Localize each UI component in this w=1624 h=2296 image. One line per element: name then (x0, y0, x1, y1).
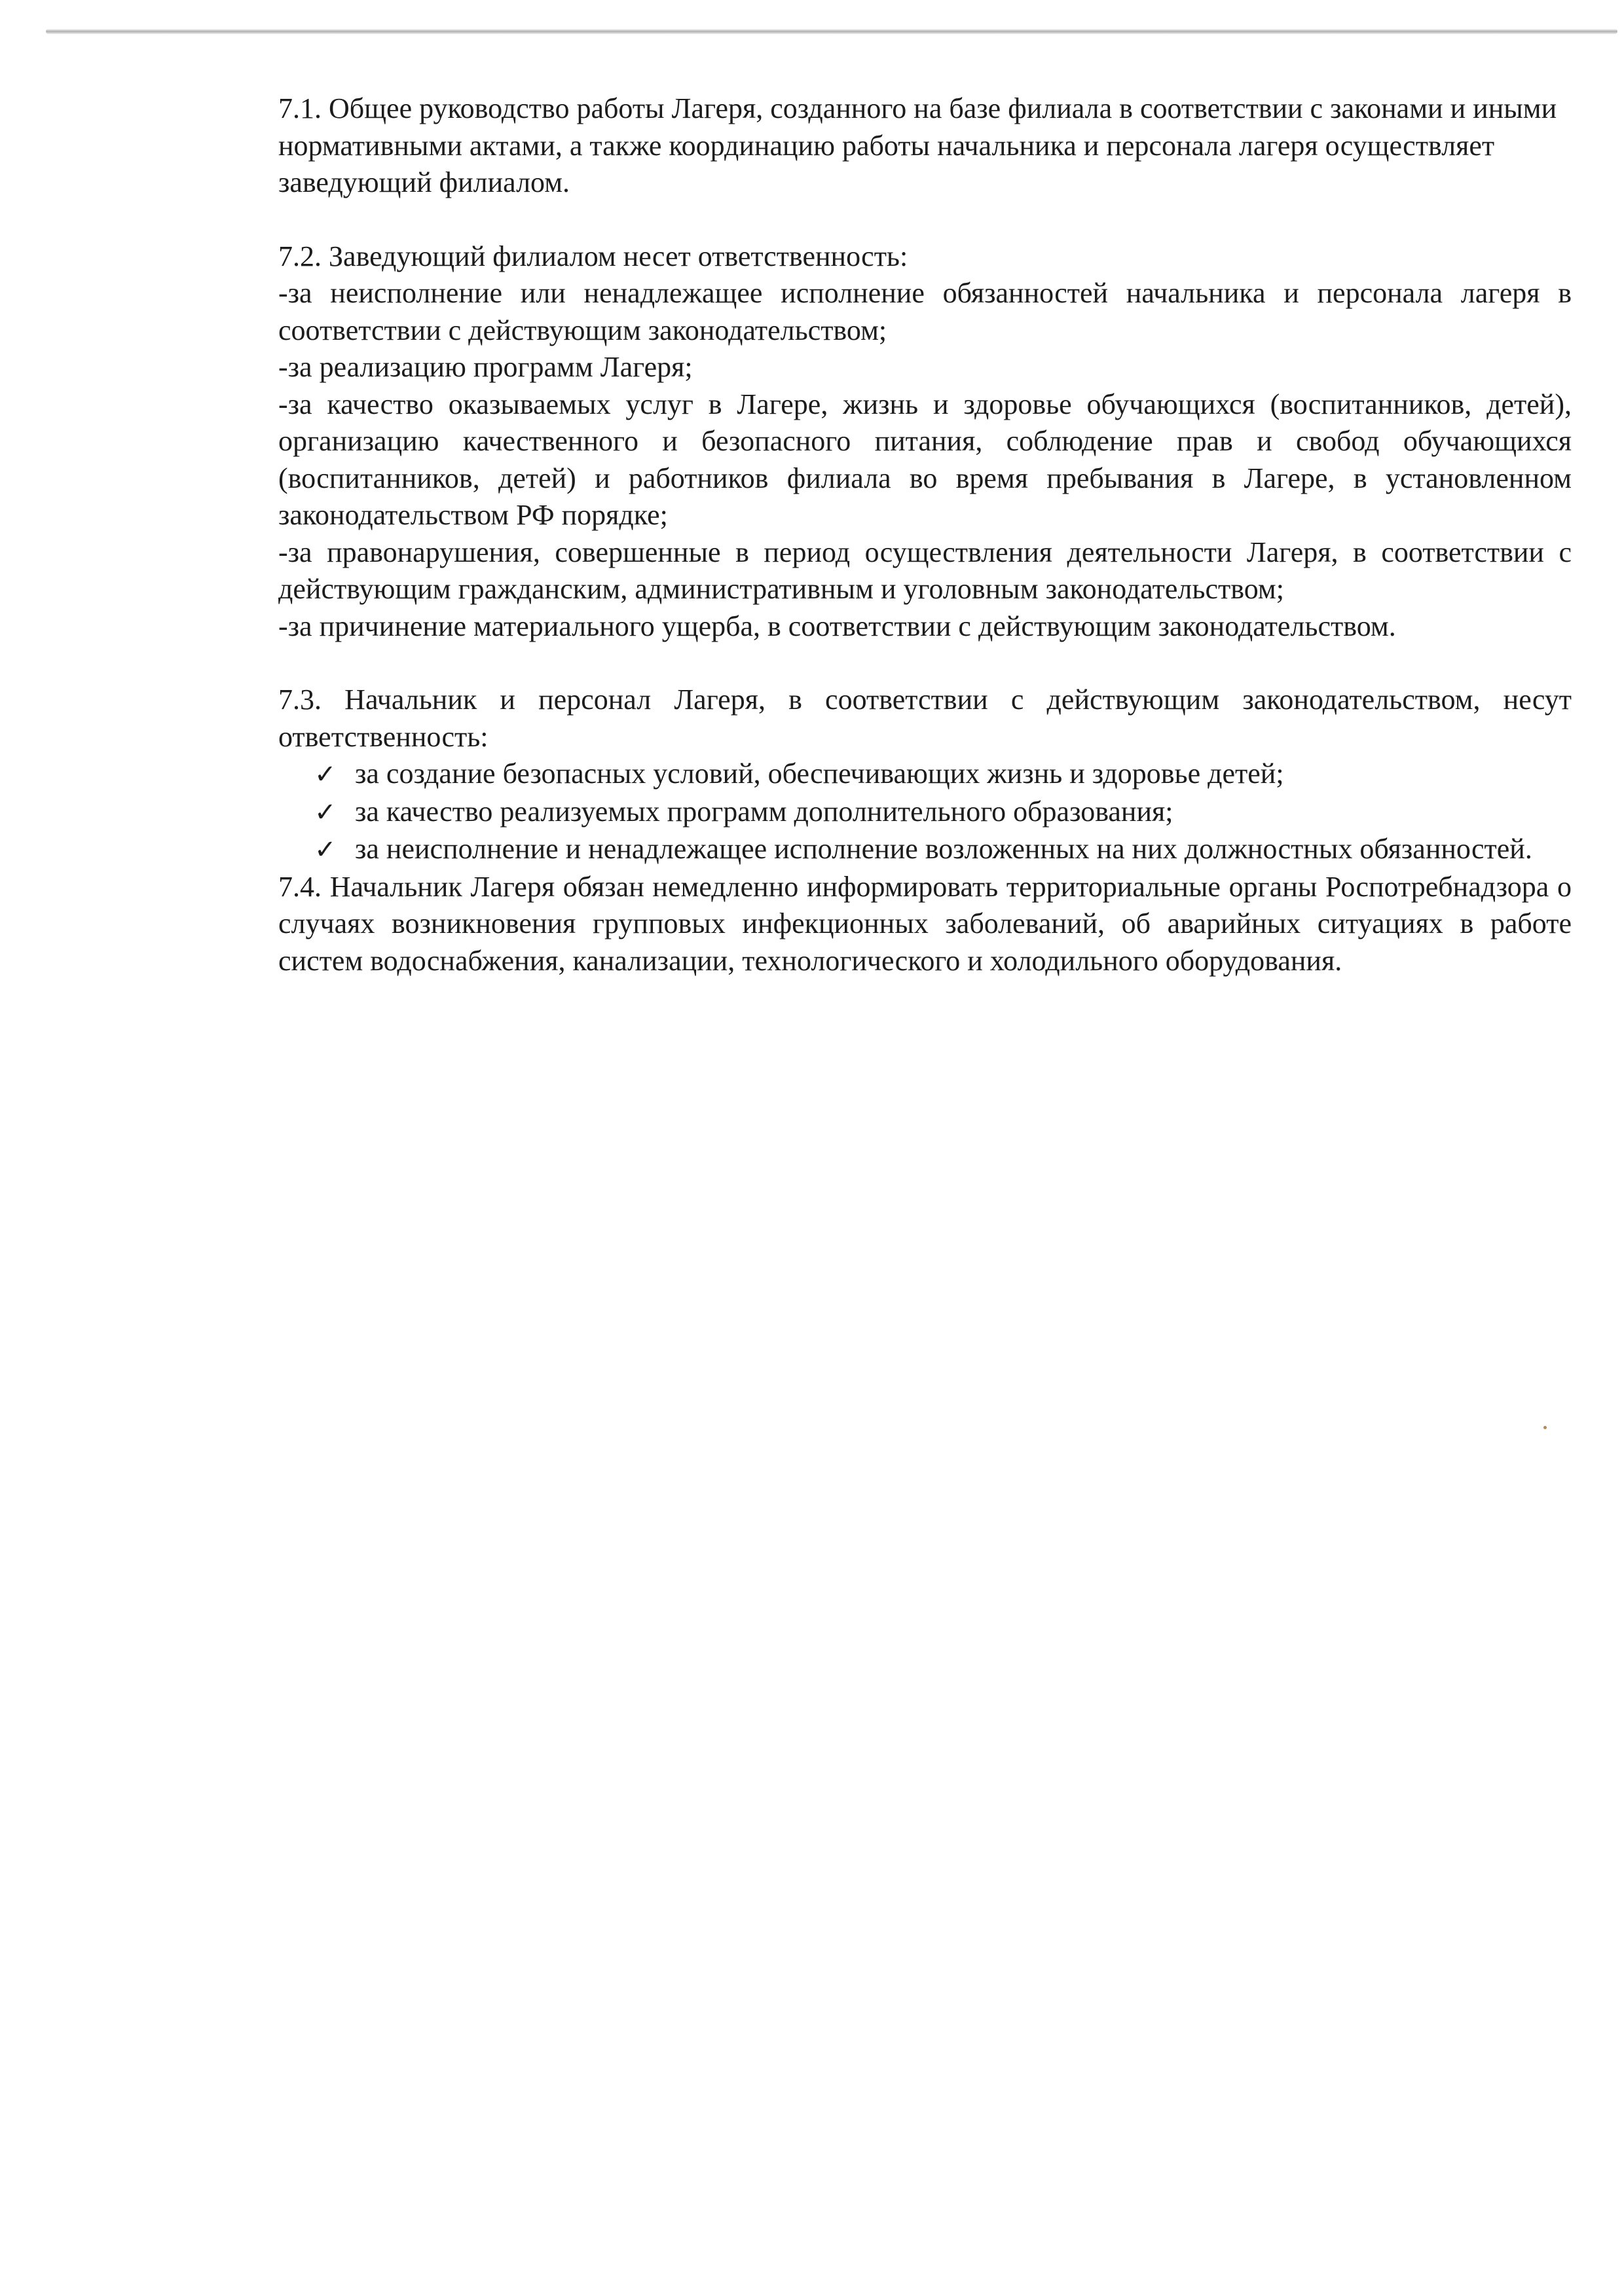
section-7-4-text: 7.4. Начальник Лагеря обязан немедленно информировать территориальные органы Роспотребнадзора о случаях возникновения групповых инфекционных заболеваний, об аварийных ситуациях в работе систем водоснабжения, канализации, технологического и холодильного оборудования. (278, 870, 1572, 977)
section-7-2-item: -за неисполнение или ненадлежащее исполнение обязанностей начальника и персонала лагеря в соответствии с действующим законодательством; (278, 277, 1572, 346)
section-7-4 (278, 869, 1572, 980)
scan-top-edge (46, 29, 1617, 34)
section-7-2-heading: 7.2. Заведующий филиалом несет ответственность: (278, 240, 908, 272)
section-7-1-text: 7.1. Общее руководство работы Лагеря, созданного на базе филиала в соответствии с законами и иными нормативными актами, а также координацию работы начальника и персонала лагеря осуществляет заведующий филиалом. (278, 92, 1557, 198)
section-7-3-bullet-list (278, 756, 1572, 869)
bullet-item (278, 756, 1572, 793)
checkmark-icon: ✓ (314, 797, 337, 828)
section-7-1 (278, 90, 1572, 202)
bullet-text: за качество реализуемых программ дополнительного образования; (355, 795, 1173, 828)
section-7-3-heading: 7.3. Начальник и персонал Лагеря, в соответствии с действующим законодательством, несут ответственность: (278, 683, 1572, 753)
checkmark-icon: ✓ (314, 759, 337, 790)
section-7-3 (278, 682, 1572, 869)
document-body (278, 90, 1572, 979)
section-7-2-item: -за реализацию программ Лагеря; (278, 351, 693, 383)
checkmark-icon: ✓ (314, 835, 337, 865)
bullet-text: за создание безопасных условий, обеспечивающих жизнь и здоровье детей; (355, 757, 1284, 790)
bullet-item (278, 831, 1572, 869)
section-7-2-item: -за причинение материального ущерба, в соответствии с действующим законодательством. (278, 610, 1396, 642)
scan-speck (1543, 1426, 1547, 1429)
bullet-text: за неисполнение и ненадлежащее исполнение возложенных на них должностных обязанностей. (355, 833, 1532, 865)
bullet-item (278, 793, 1572, 831)
section-7-2-item: -за правонарушения, совершенные в период осуществления деятельности Лагеря, в соответствии с действующим гражданским, административным и уголовным законодательством; (278, 536, 1572, 605)
section-7-2-item: -за качество оказываемых услуг в Лагере, жизнь и здоровье обучающихся (воспитанников, детей), организацию качественного и безопасного питания, соблюдение прав и свобод обучающихся (воспитанников, детей) и работников филиала во время пребывания в Лагере, в установленном законодательством РФ порядке; (278, 388, 1572, 531)
section-7-2 (278, 238, 1572, 646)
